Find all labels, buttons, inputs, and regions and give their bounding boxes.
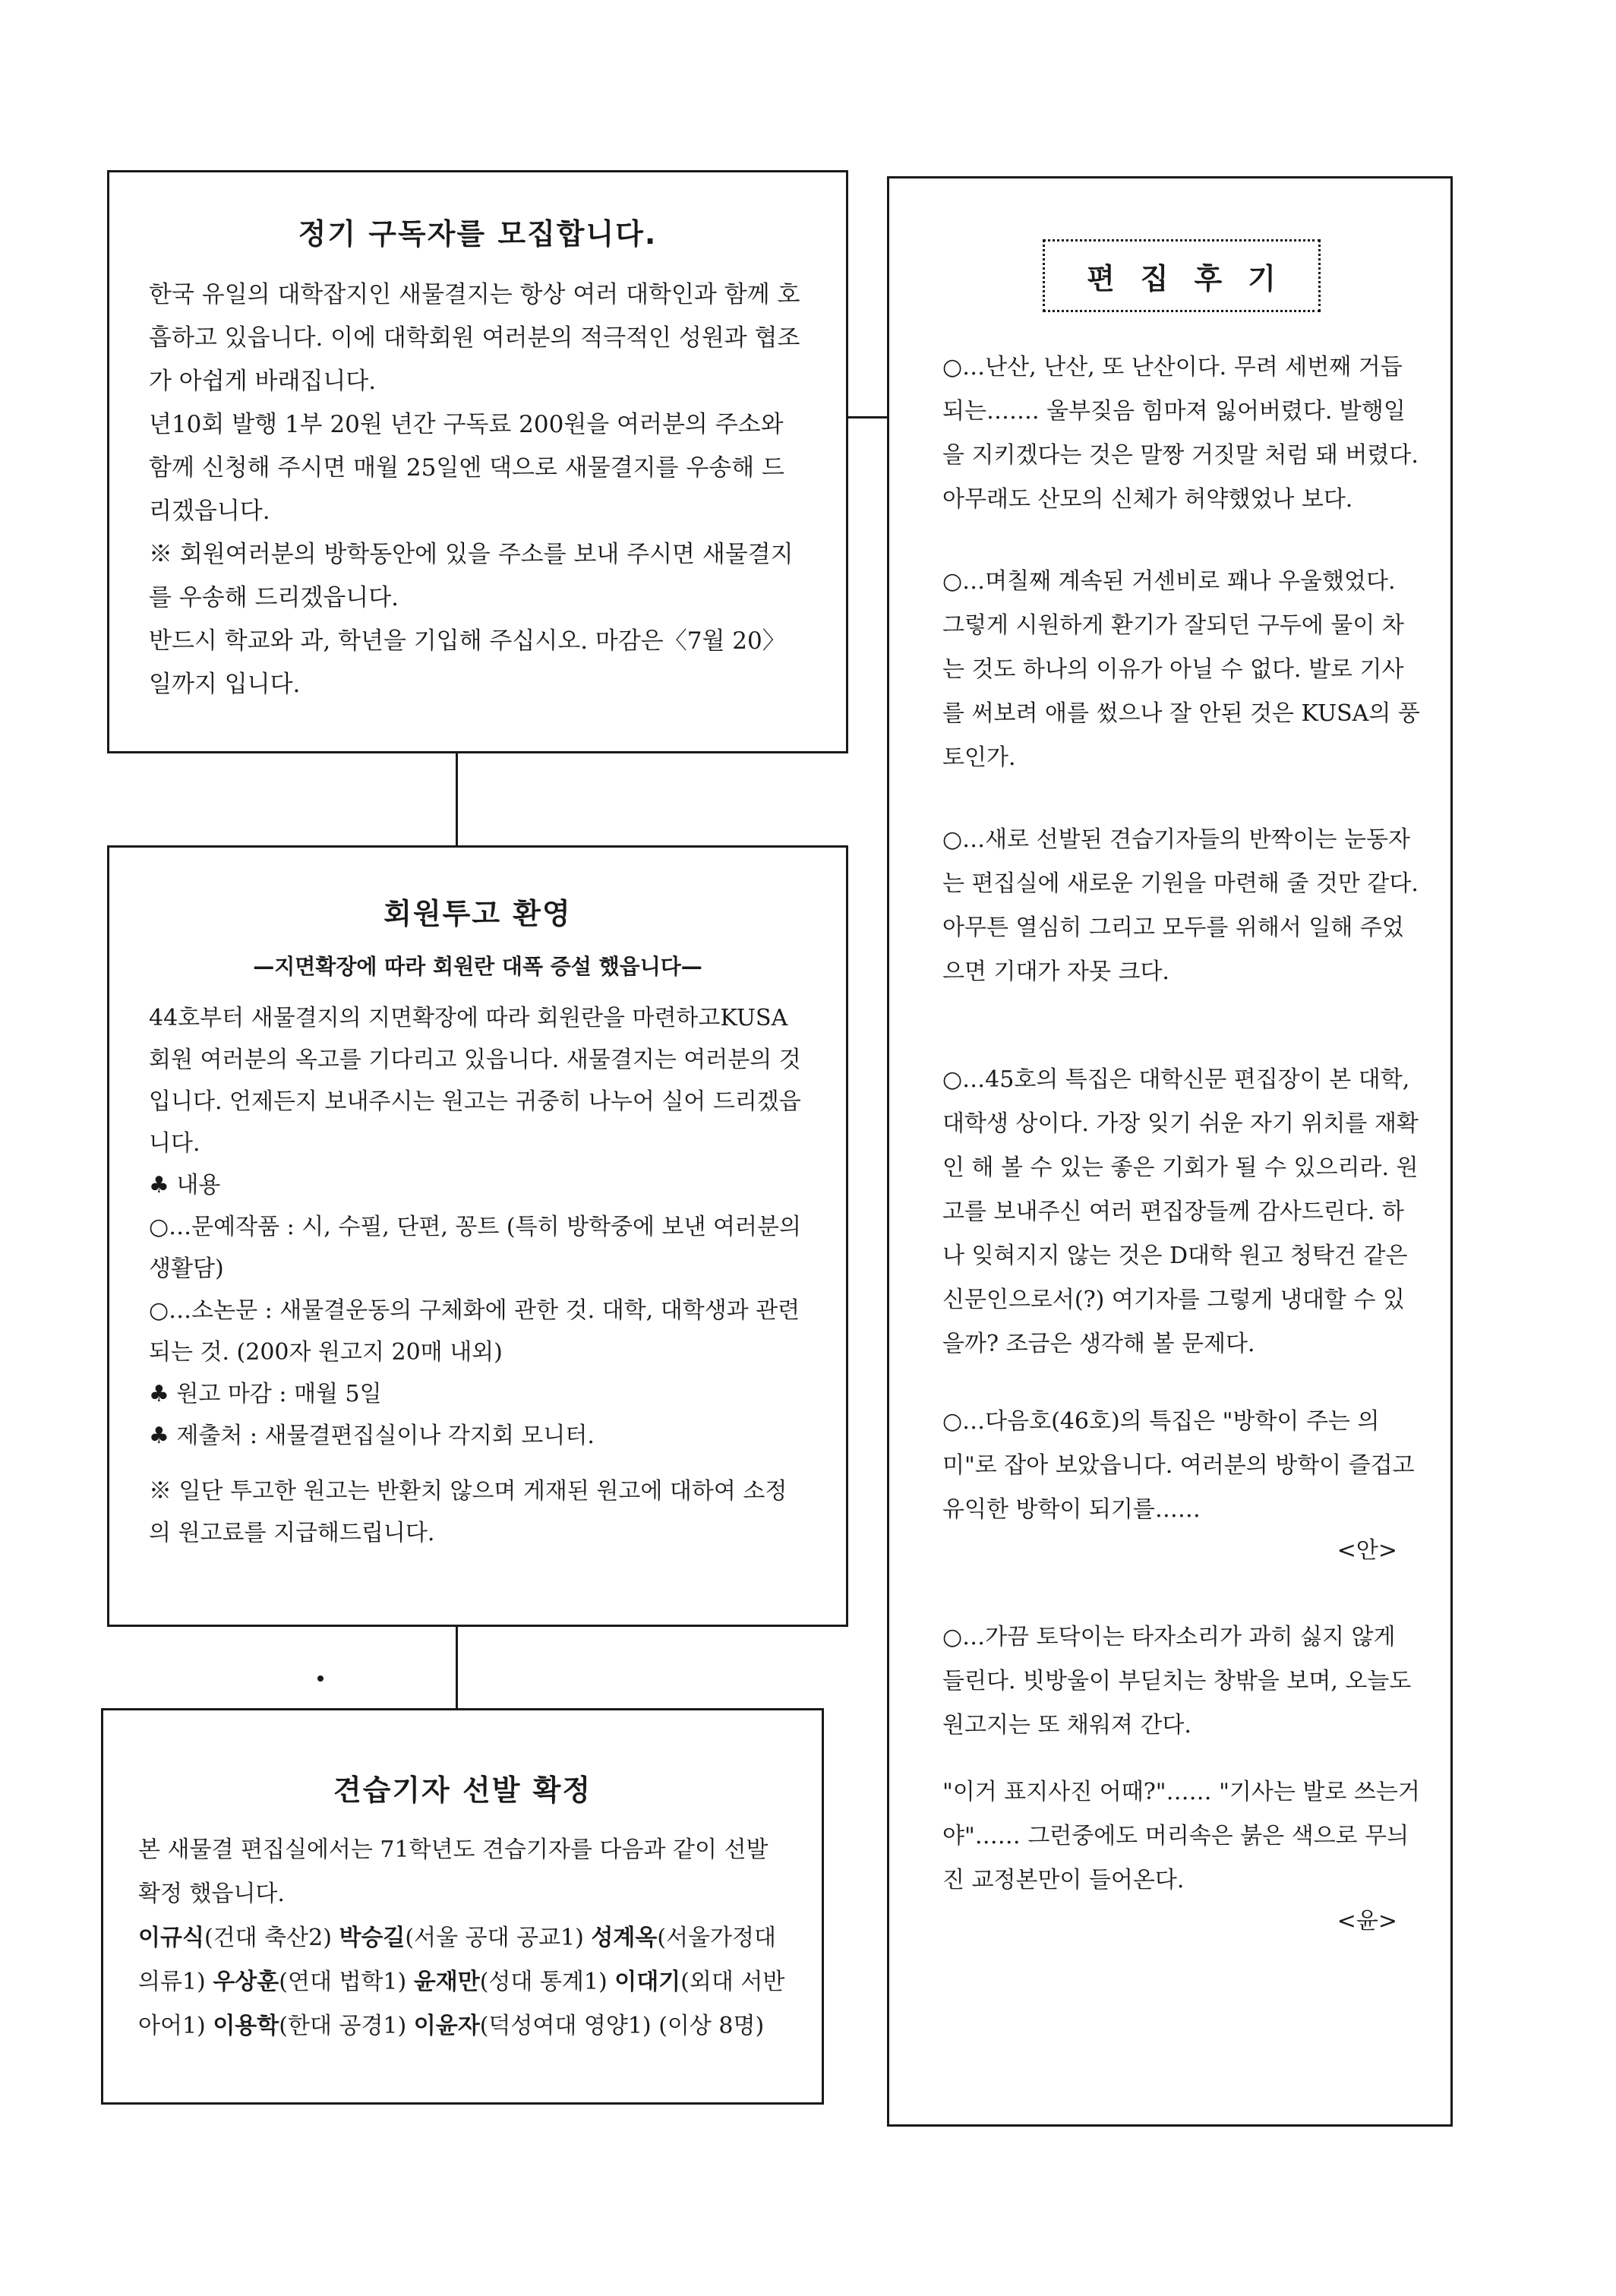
submission-paragraph: ○…소논문 : 새물결운동의 구체화에 관한 것. 대학, 대학생과 관련되는 것. (200자 원고지 20매 내외) (149, 1297, 800, 1366)
subscription-paragraph: ※ 회원여러분의 방학동안에 있을 주소를 보내 주시면 새물결지를 우송해 드리겠읍니다. (149, 541, 794, 611)
postscript-signature: <윤> (1337, 1908, 1397, 1934)
postscript-signature: <안> (1337, 1537, 1397, 1564)
member-submission-notice (107, 845, 848, 1627)
postscript-title-frame (1043, 239, 1321, 312)
subscription-paragraph: 년10회 발행 1부 20원 년간 구독료 200원을 여러분의 주소와 함께 신청해 주시면 매월 25일엔 댁으로 새물결지를 우송해 드리겠읍니다. (149, 411, 784, 525)
member-name: 박승길 (339, 1925, 406, 1951)
trainee-reporters-notice (101, 1708, 824, 2105)
submission-paragraph: ○…문예작품 : 시, 수필, 단편, 꽁트 (특히 방학중에 보낸 여러분의 생활담) (149, 1214, 801, 1282)
connector-box1-right (848, 416, 887, 418)
submission-subtitle: —지면확장에 따라 회원란 대폭 증설 했읍니다— (253, 954, 702, 979)
member-affiliation: (덕성여대 영양1) (479, 2013, 652, 2039)
trainee-title: 견습기자 선발 확정 (333, 1773, 592, 1807)
member-affiliation: (서울가정대 의류1) (138, 1925, 776, 1995)
subscription-title: 정기 구독자를 모집합니다. (298, 217, 658, 251)
member-name: 이용학 (213, 2013, 279, 2039)
submission-paragraph: ♣ 내용 (149, 1172, 221, 1199)
editors-postscript (887, 176, 1453, 2127)
submission-paragraph: ♣ 원고 마감 : 매월 5일 (149, 1381, 382, 1407)
subscription-notice (107, 170, 848, 753)
member-name: 이대기 (614, 1969, 681, 1995)
postscript-paragraph: ○…가끔 토닥이는 타자소리가 과히 싫지 않게 들린다. 빗방울이 부딛치는 창밖을 보며, 오늘도 원고지는 또 채워져 간다. (942, 1624, 1412, 1739)
postscript-paragraph: "이거 표지사진 어때?"…… "기사는 발로 쓰는거야"…… 그런중에도 머리속은 붉은 색으로 무늬진 교정본만이 들어온다. (942, 1779, 1420, 1893)
member-affiliation: (서울 공대 공교1) (405, 1925, 584, 1951)
postscript-paragraph: ○…난산, 난산, 또 난산이다. 무려 세번째 거듭되는……. 울부짖음 힘마져 잃어버렸다. 발행일을 지키겠다는 것은 말짱 거짓말 처럼 돼 버렸다. 아무래도 산모의 신체가 허약했었나 보다. (942, 354, 1419, 513)
stray-dot (317, 1675, 324, 1682)
postscript-paragraph: ○…며칠째 계속된 거센비로 꽤나 우울했었다. 그렇게 시원하게 환기가 잘되던 구두에 물이 차는 것도 하나의 이유가 아닐 수 없다. 발로 기사를 써보려 애를 썼으나 잘 안된 것은 KUSA의 풍토인가. (942, 568, 1420, 771)
submission-paragraph: 44호부터 새물결지의 지면확장에 따라 회원란을 마련하고KUSA 회원 여러분의 옥고를 기다리고 있읍니다. 새물결지는 여러분의 것입니다. 언제든지 보내주시는 원고는 귀중히 나누어 실어 드리겠읍니다. (149, 1005, 801, 1157)
member-affiliation: (성대 통계1) (479, 1969, 608, 1995)
member-name: 성계옥 (591, 1925, 658, 1951)
member-name: 이윤자 (413, 2013, 480, 2039)
member-name: 윤재만 (413, 1969, 480, 1995)
postscript-paragraph: ○…새로 선발된 견습기자들의 반짝이는 눈동자는 편집실에 새로운 기원을 마련해 줄 것만 같다. 아무튼 열심히 그리고 모두를 위해서 일해 주었으면 기대가 자못 크다. (942, 826, 1419, 985)
postscript-paragraph: ○…다음호(46호)의 특집은 "방학이 주는 의미"로 잡아 보았읍니다. 여러분의 방학이 즐겁고 유익한 방학이 되기를…… (942, 1408, 1415, 1523)
member-name: 우상훈 (213, 1969, 279, 1995)
submission-title: 회원투고 환영 (383, 897, 572, 930)
connector-box2-box3 (456, 1627, 458, 1708)
postscript-paragraph: ○…45호의 특집은 대학신문 편집장이 본 대학, 대학생 상이다. 가장 잊기 쉬운 자기 위치를 재확인 해 볼 수 있는 좋은 기회가 될 수 있으리라. 원고를 보내주신 여러 편집장들께 감사드린다. 하나 잊혀지지 않는 것은 D대학 원고 청탁건 같은 신문인으로서(?) 여기자를 그렇게 냉대할 수 있을까? 조금은 생각해 볼 문제다. (942, 1066, 1419, 1357)
member-total: (이상 8명) (658, 2013, 765, 2039)
subscription-paragraph: 한국 유일의 대학잡지인 새물결지는 항상 여러 대학인과 함께 호흡하고 있읍니다. 이에 대학회원 여러분의 적극적인 성원과 협조가 아쉽게 바래집니다. (149, 281, 800, 395)
member-affiliation: (건대 축산2) (204, 1925, 332, 1951)
submission-paragraph: ※ 일단 투고한 원고는 반환치 않으며 게재된 원고에 대하여 소정의 원고료를 지급해드립니다. (149, 1478, 787, 1546)
connector-box1-box2 (456, 753, 458, 845)
trainee-intro: 본 새물결 편집실에서는 71학년도 견습기자를 다음과 같이 선발 확정 했읍니다. (138, 1836, 769, 1907)
postscript-title: 편집후기 (1087, 261, 1302, 295)
member-affiliation: (한대 공경1) (279, 2013, 407, 2039)
member-affiliation: (연대 법학1) (279, 1969, 407, 1995)
submission-paragraph: ♣ 제출처 : 새물결편집실이나 각지회 모니터. (149, 1423, 595, 1449)
subscription-paragraph: 반드시 학교와 과, 학년을 기입해 주십시오. 마감은〈7월 20〉일까지 입니다. (149, 627, 786, 698)
trainee-list (138, 1916, 787, 2048)
member-name: 이규식 (138, 1925, 204, 1951)
member-affiliation: (외대 서반아어1) (138, 1969, 785, 2039)
